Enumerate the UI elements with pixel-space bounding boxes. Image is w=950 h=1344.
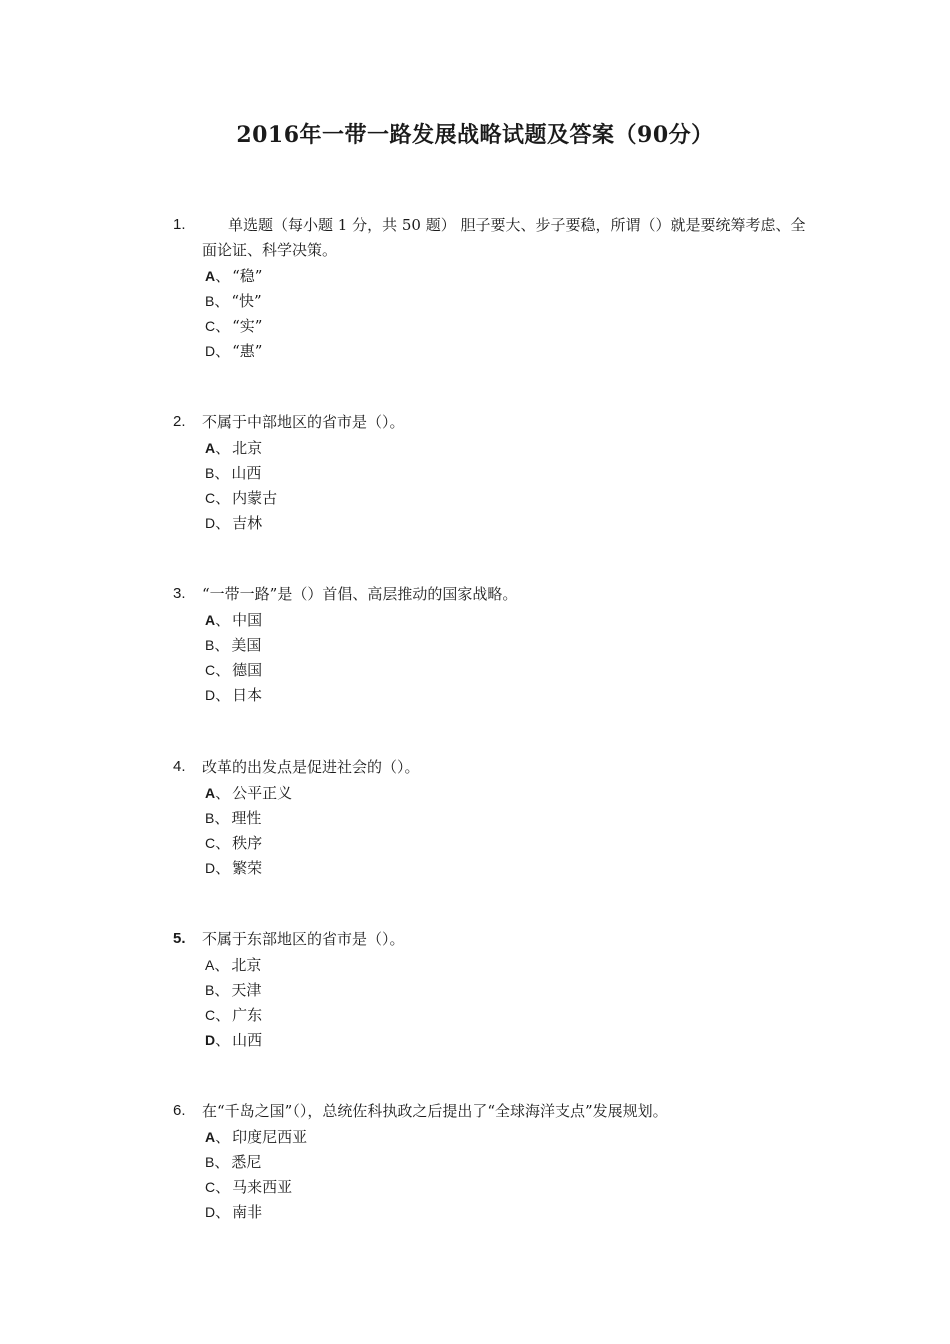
option-letter: B	[205, 293, 215, 309]
option-letter: D	[205, 687, 216, 703]
option-letter: A	[205, 785, 216, 801]
option-c[interactable]: C、 德国	[205, 661, 263, 679]
option-letter: B	[205, 810, 215, 826]
option-text: “惠”	[232, 342, 263, 360]
option-d[interactable]: D、 吉林	[205, 514, 263, 532]
option-letter: B	[205, 465, 215, 481]
option-text: “稳”	[232, 267, 263, 285]
option-text: 吉林	[232, 514, 263, 532]
option-letter: D	[205, 1032, 216, 1048]
option-text: “快”	[231, 292, 262, 310]
option-letter: A	[205, 268, 216, 284]
option-d[interactable]: D、 日本	[205, 686, 263, 704]
option-d[interactable]: D、 山西	[205, 1031, 263, 1049]
option-c[interactable]: C、 秩序	[205, 834, 263, 852]
option-letter: B	[205, 982, 215, 998]
option-a[interactable]: A、 北京	[205, 956, 262, 974]
option-text: 公平正义	[232, 784, 293, 802]
option-letter: A	[205, 612, 216, 628]
option-text: 北京	[231, 956, 262, 974]
option-text: 印度尼西亚	[232, 1128, 308, 1146]
option-letter: B	[205, 637, 215, 653]
option-c[interactable]: C、 广东	[205, 1006, 263, 1024]
option-c[interactable]: C、 “实”	[205, 317, 263, 335]
option-text: 德国	[232, 661, 263, 679]
option-a[interactable]: A、 印度尼西亚	[205, 1128, 308, 1146]
option-text: 山西	[232, 1031, 263, 1049]
option-letter: C	[205, 662, 216, 678]
option-a[interactable]: A、 公平正义	[205, 784, 293, 802]
option-text: 秩序	[232, 834, 263, 852]
question-text: 不属于东部地区的省市是（）。	[202, 930, 405, 948]
question-text: 单选题（每小题 1 分，共 50 题） 胆子要大、步子要稳，所谓（）就是要统筹考虑、全面论证、科学决策。	[202, 216, 806, 259]
option-text: 天津	[231, 981, 262, 999]
option-letter: C	[205, 835, 216, 851]
option-letter: C	[205, 318, 216, 334]
option-d[interactable]: D、 “惠”	[205, 342, 263, 360]
option-text: 日本	[232, 686, 263, 704]
option-text: 南非	[232, 1203, 263, 1221]
option-text: 广东	[232, 1006, 263, 1024]
question-number: 2.	[173, 413, 186, 430]
option-text: 悉尼	[231, 1153, 262, 1171]
option-d[interactable]: D、 南非	[205, 1203, 263, 1221]
option-a[interactable]: A、 中国	[205, 611, 263, 629]
option-c[interactable]: C、 马来西亚	[205, 1178, 293, 1196]
option-text: “实”	[232, 317, 263, 335]
option-letter: D	[205, 515, 216, 531]
option-text: 马来西亚	[232, 1178, 293, 1196]
option-b[interactable]: B、 “快”	[205, 292, 262, 310]
option-text: 内蒙古	[232, 489, 278, 507]
option-text: 理性	[231, 809, 262, 827]
option-letter: A	[205, 957, 215, 973]
option-text: 繁荣	[232, 859, 263, 877]
question-number: 1.	[173, 216, 186, 233]
option-letter: C	[205, 1179, 216, 1195]
question-text: 改革的出发点是促进社会的（）。	[202, 758, 420, 776]
option-letter: D	[205, 1204, 216, 1220]
option-letter: D	[205, 343, 216, 359]
option-a[interactable]: A、 “稳”	[205, 267, 263, 285]
question-text: 不属于中部地区的省市是（）。	[202, 413, 405, 431]
option-b[interactable]: B、 山西	[205, 464, 262, 482]
option-letter: C	[205, 1007, 216, 1023]
question-number: 6.	[173, 1102, 186, 1119]
question-number: 4.	[173, 758, 186, 775]
question-text: 在“千岛之国”（），总统佐科执政之后提出了“全球海洋支点”发展规划。	[202, 1102, 668, 1120]
option-text: 山西	[231, 464, 262, 482]
option-text: 北京	[232, 439, 263, 457]
option-b[interactable]: B、 天津	[205, 981, 262, 999]
option-d[interactable]: D、 繁荣	[205, 859, 263, 877]
option-letter: D	[205, 860, 216, 876]
option-letter: A	[205, 1129, 216, 1145]
option-letter: C	[205, 490, 216, 506]
option-a[interactable]: A、 北京	[205, 439, 263, 457]
option-text: 美国	[231, 636, 262, 654]
document-title: 2016年一带一路发展战略试题及答案（90分）	[236, 122, 714, 148]
question-text: “一带一路”是（）首倡、高层推动的国家战略。	[202, 585, 518, 603]
option-c[interactable]: C、 内蒙古	[205, 489, 278, 507]
option-b[interactable]: B、 美国	[205, 636, 262, 654]
question-number: 5.	[173, 930, 186, 947]
option-text: 中国	[232, 611, 263, 629]
question-number: 3.	[173, 585, 186, 602]
option-letter: B	[205, 1154, 215, 1170]
option-b[interactable]: B、 悉尼	[205, 1153, 262, 1171]
option-b[interactable]: B、 理性	[205, 809, 262, 827]
option-letter: A	[205, 440, 216, 456]
